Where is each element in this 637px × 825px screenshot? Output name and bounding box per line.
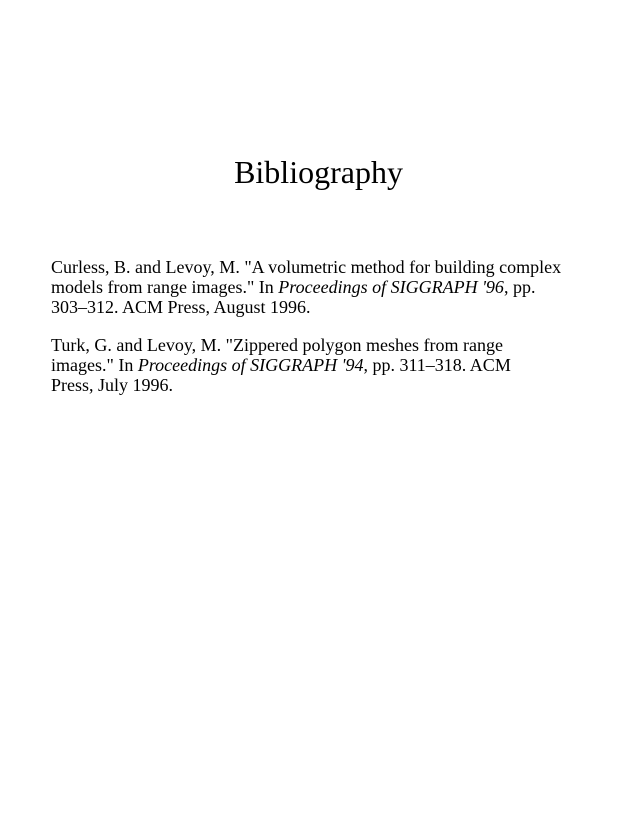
page-title: Bibliography <box>234 154 403 190</box>
reference-line: Press, July 1996. <box>51 375 174 395</box>
reference-line: Turk, G. and Levoy, M. "Zippered polygon meshes from range <box>51 335 503 355</box>
reference-line <box>51 355 596 375</box>
reference-entry-turk <box>51 335 596 395</box>
reference-line <box>51 277 596 297</box>
reference-text: , pp. 311–318. ACM <box>363 355 511 375</box>
reference-line: 303–312. ACM Press, August 1996. <box>51 297 311 317</box>
reference-list <box>51 257 596 413</box>
reference-venue: Proceedings of SIGGRAPH '96 <box>278 277 504 297</box>
reference-text: models from range images." In <box>51 277 279 297</box>
reference-line: Curless, B. and Levoy, M. "A volumetric method for building complex <box>51 257 562 277</box>
reference-text: , pp. <box>503 277 536 297</box>
reference-entry-curless <box>51 257 596 317</box>
reference-venue: Proceedings of SIGGRAPH '94 <box>137 355 364 375</box>
reference-text: images." In <box>51 355 138 375</box>
